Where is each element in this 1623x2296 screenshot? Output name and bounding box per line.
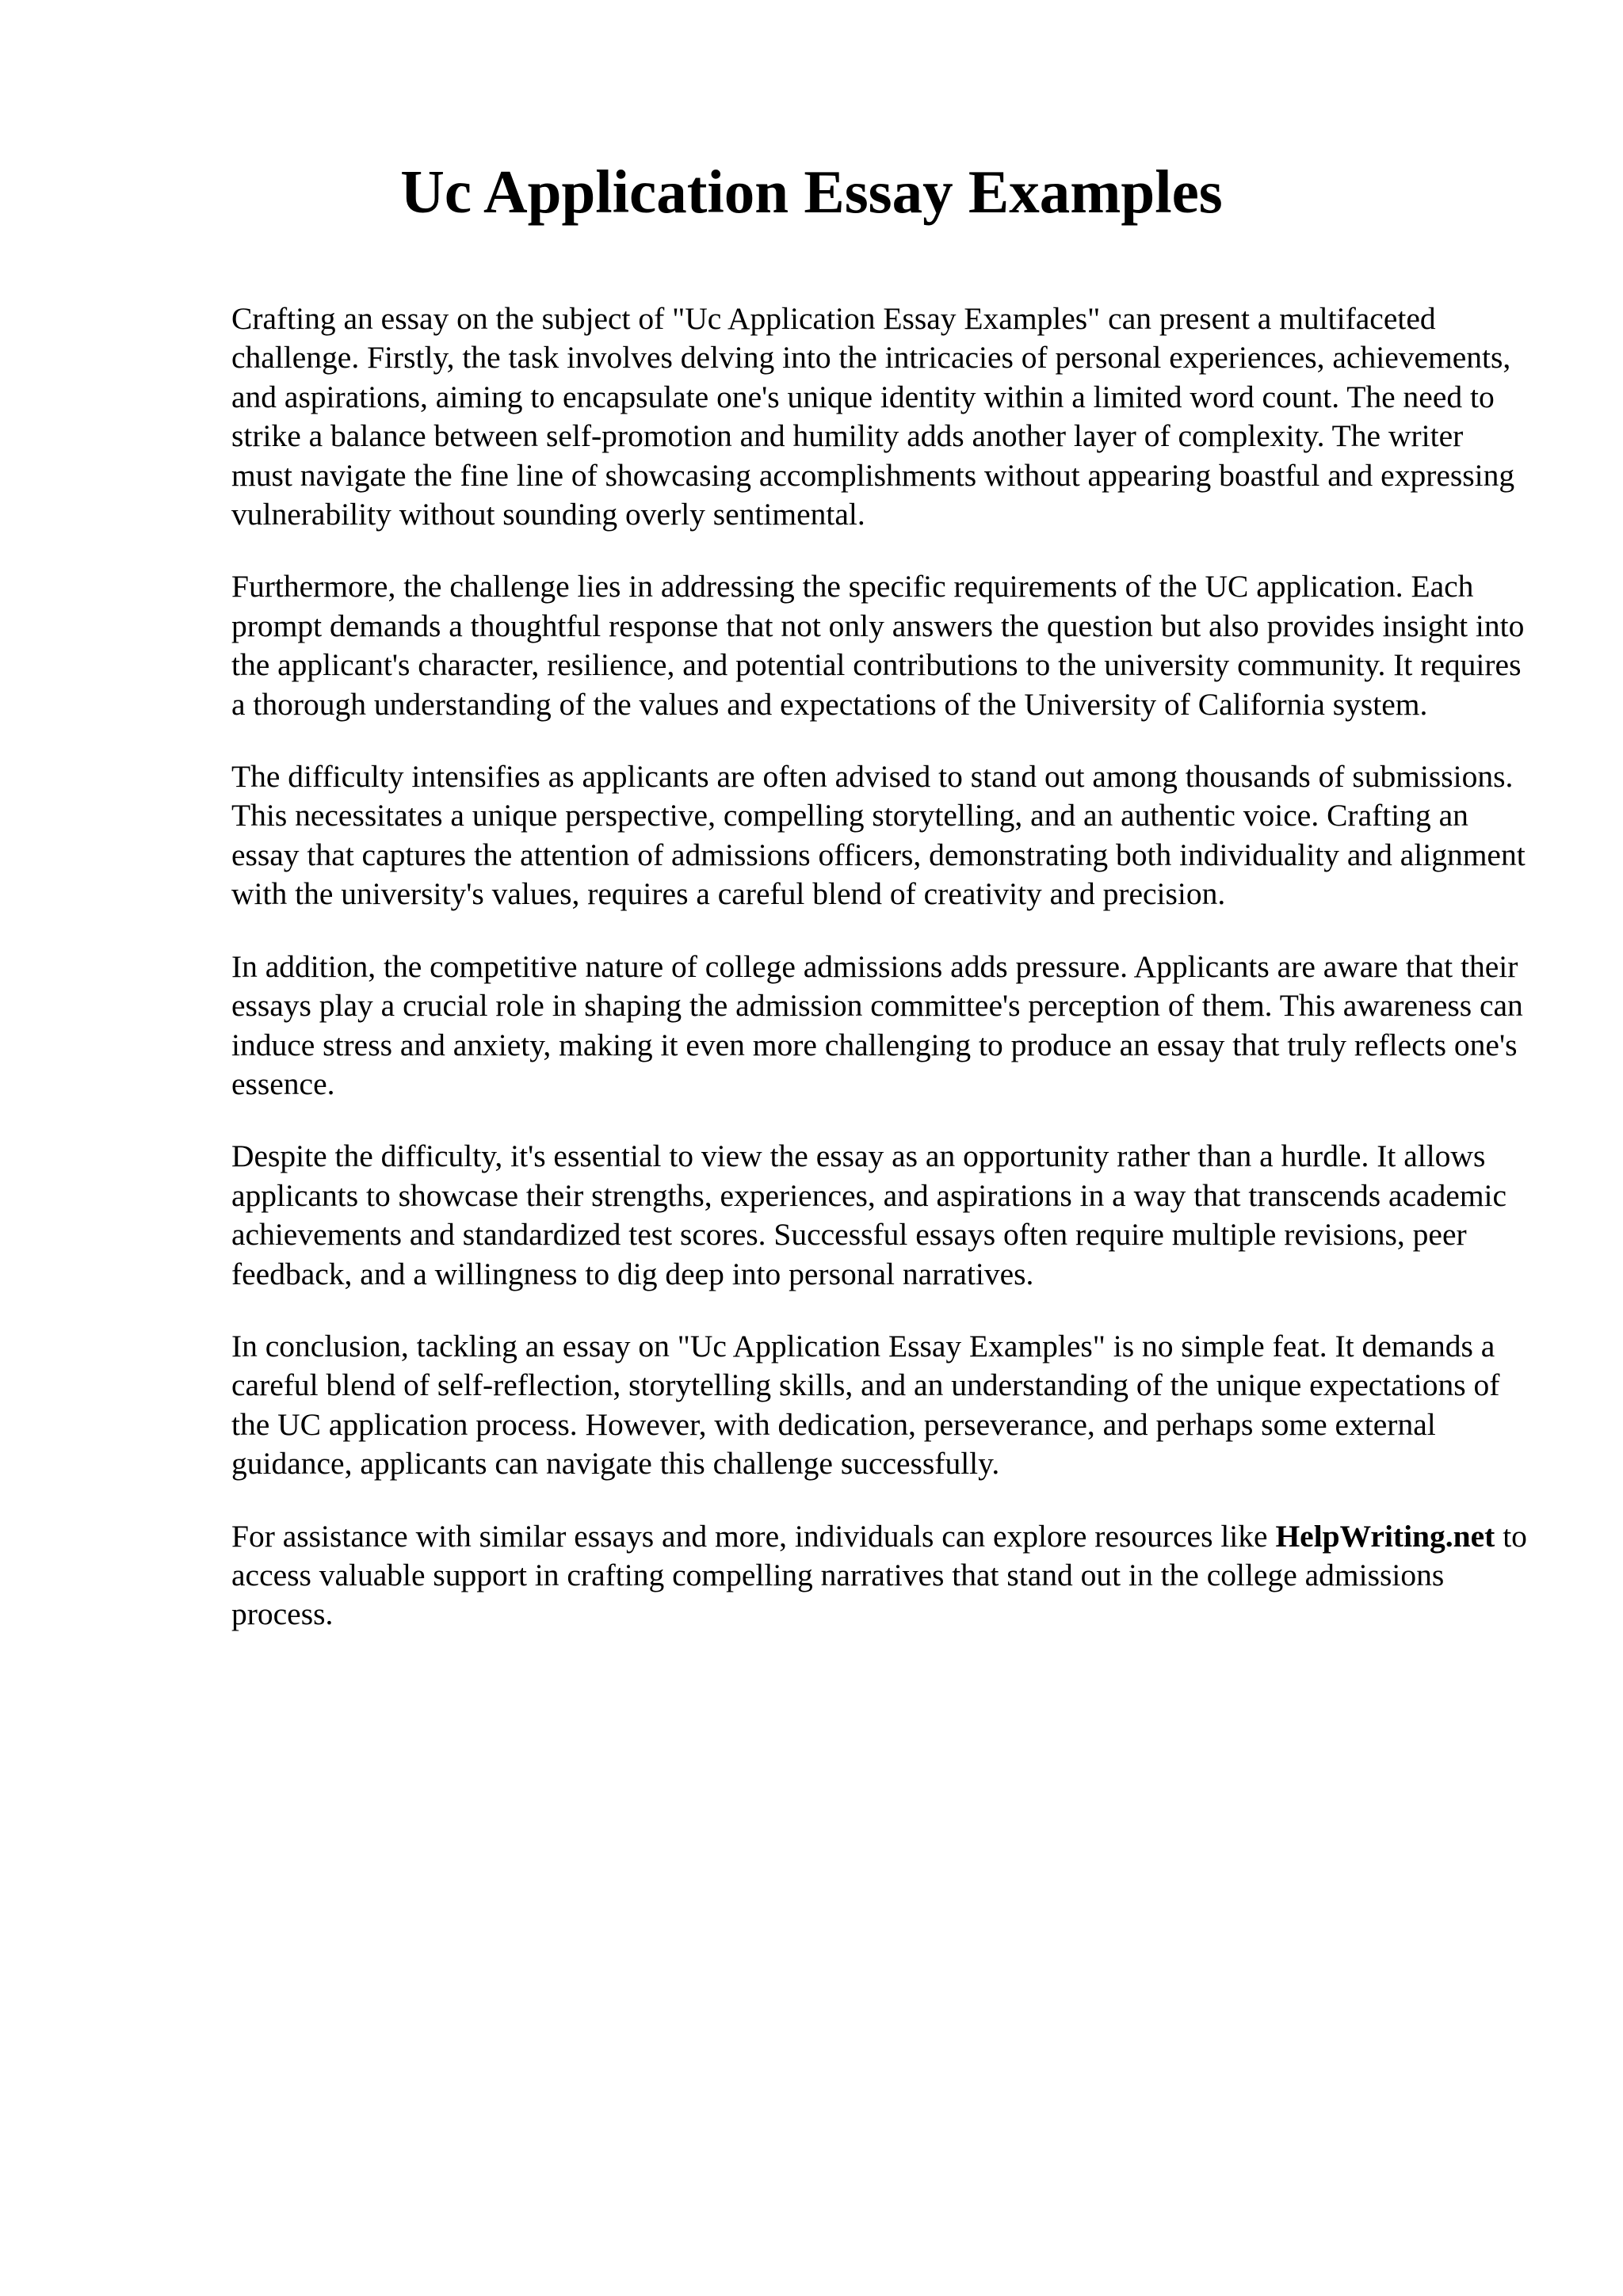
closing-text-after: to access valuable support in crafting compelling narratives that stand out in the college admissions process. xyxy=(231,1518,1527,1632)
closing-text-before: For assistance with similar essays and more, individuals can explore resources like xyxy=(231,1518,1276,1554)
essay-body xyxy=(231,299,1531,1668)
paragraph-4: In addition, the competitive nature of college admissions adds pressure. Applicants are aware that their essays play a crucial role in shaping the admission committee's perception of them. This awareness can induce stress and anxiety, making it even more challenging to produce an essay that truly reflects one's essence. xyxy=(231,948,1523,1101)
paragraph-3: The difficulty intensifies as applicants are often advised to stand out among thousands of submissions. This necessitates a unique perspective, compelling storytelling, and an authentic voice. Crafting an essay that captures the attention of admissions officers, demonstrating both individuality and alignment with the university's values, requires a careful blend of creativity and precision. xyxy=(231,759,1526,912)
paragraph-1: Crafting an essay on the subject of "Uc Application Essay Examples" can present a multifaceted challenge. Firstly, the task involves delving into the intricacies of personal experiences, achievements, and aspirations, aiming to encapsulate one's unique identity within a limited word count. The need to strike a balance between self-promotion and humility adds another layer of complexity. The writer must navigate the fine line of showcasing accomplishments without appearing boastful and expressing vulnerability without sounding overly sentimental. xyxy=(231,301,1515,532)
paragraph-5: Despite the difficulty, it's essential to view the essay as an opportunity rather than a hurdle. It allows applicants to showcase their strengths, experiences, and aspirations in a way that transcends academic achievements and standardized test scores. Successful essays often require multiple revisions, peer feedback, and a willingness to dig deep into personal narratives. xyxy=(231,1138,1507,1291)
closing-paragraph xyxy=(231,1517,1531,1634)
page-title: Uc Application Essay Examples xyxy=(400,158,1223,226)
paragraph-2: Furthermore, the challenge lies in addressing the specific requirements of the UC application. Each prompt demands a thoughtful response that not only answers the question but also provides insight into the applicant's character, resilience, and potential contributions to the university community. It requires a thorough understanding of the values and expectations of the University of California system. xyxy=(231,569,1525,722)
brand-name: HelpWriting.net xyxy=(1275,1518,1495,1554)
paragraph-6: In conclusion, tackling an essay on "Uc Application Essay Examples" is no simple feat. It demands a careful blend of self-reflection, storytelling skills, and an understanding of the unique expectations of the UC application process. However, with dedication, perseverance, and perhaps some external guidance, applicants can navigate this challenge successfully. xyxy=(231,1328,1500,1482)
